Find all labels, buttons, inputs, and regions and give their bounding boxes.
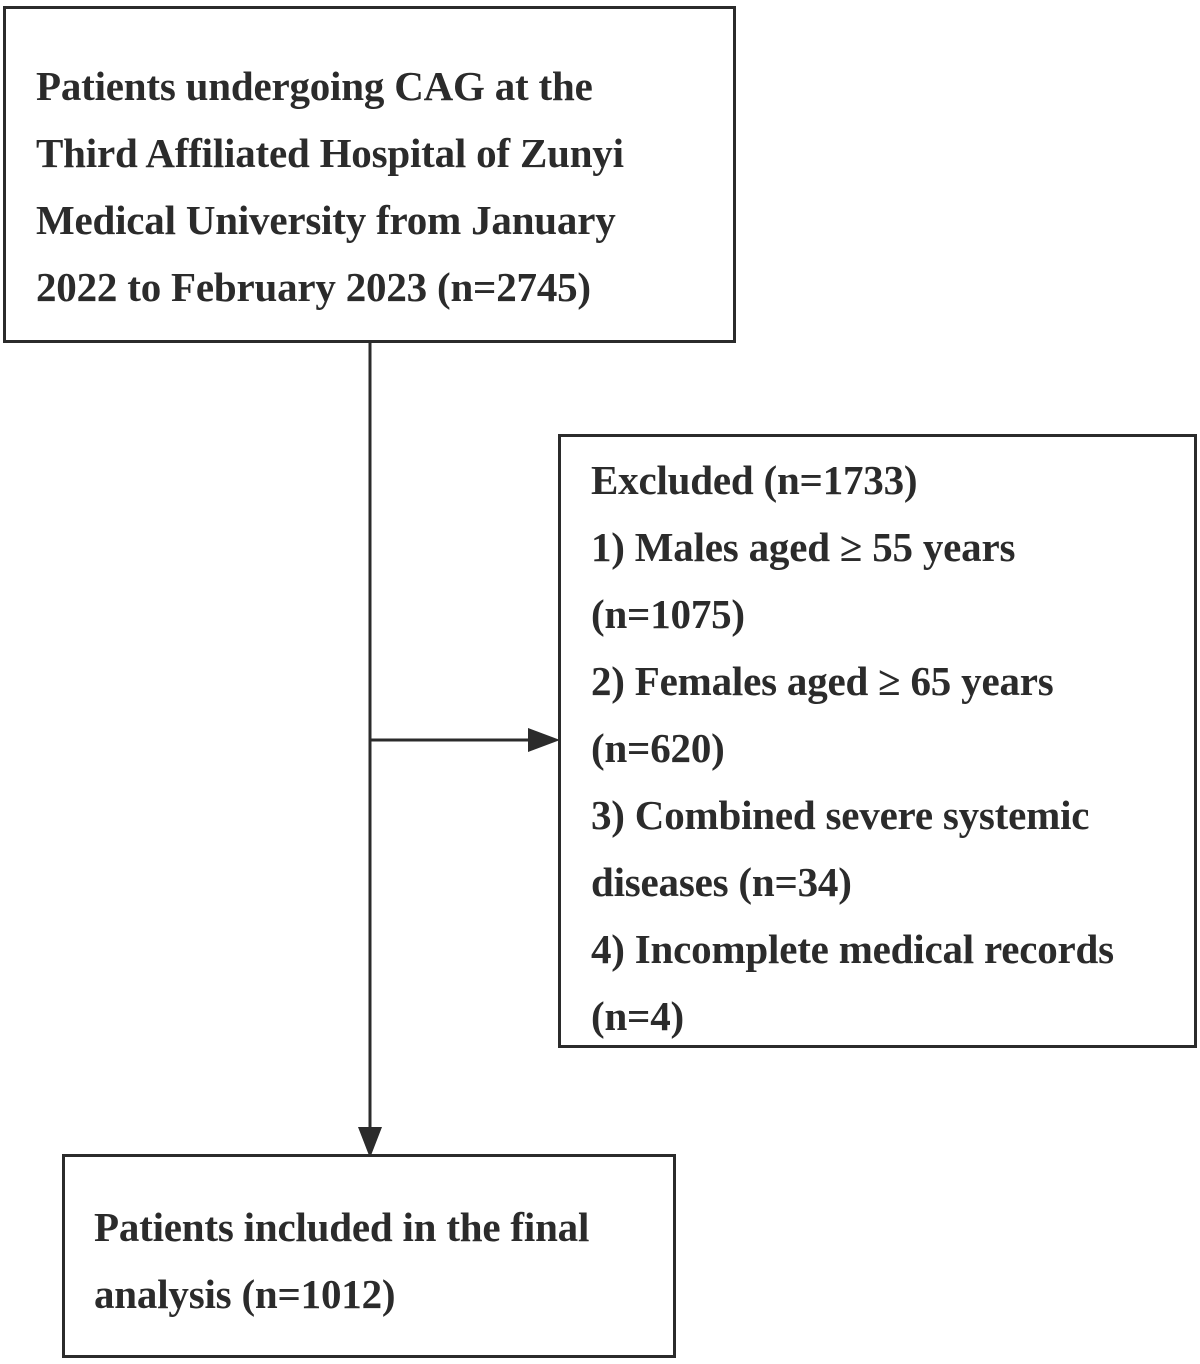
source-population-box: [3, 6, 736, 343]
exclusion-4-line-2: (n=4): [591, 993, 684, 1039]
arrow-right-icon: [528, 728, 560, 752]
source-line-4: 2022 to February 2023 (n=2745): [36, 264, 591, 310]
exclusion-3-line-2: diseases (n=34): [591, 859, 852, 905]
excluded-box: [558, 434, 1197, 1048]
exclusion-3-line-1: 3) Combined severe systemic: [591, 792, 1090, 838]
exclusion-4-line-1: 4) Incomplete medical records: [591, 926, 1114, 972]
final-line-2: analysis (n=1012): [94, 1271, 396, 1317]
final-analysis-box: [62, 1154, 676, 1358]
source-line-1: Patients undergoing CAG at the: [36, 63, 593, 109]
source-line-3: Medical University from January: [36, 197, 616, 243]
exclusion-2-line-1: 2) Females aged ≥ 65 years: [591, 658, 1054, 704]
source-line-2: Third Affiliated Hospital of Zunyi: [36, 130, 624, 176]
final-line-1: Patients included in the final: [94, 1204, 590, 1250]
exclusion-1-line-2: (n=1075): [591, 591, 745, 637]
exclusion-2-line-2: (n=620): [591, 725, 725, 771]
excluded-title: Excluded (n=1733): [591, 457, 918, 503]
exclusion-1-line-1: 1) Males aged ≥ 55 years: [591, 524, 1016, 570]
